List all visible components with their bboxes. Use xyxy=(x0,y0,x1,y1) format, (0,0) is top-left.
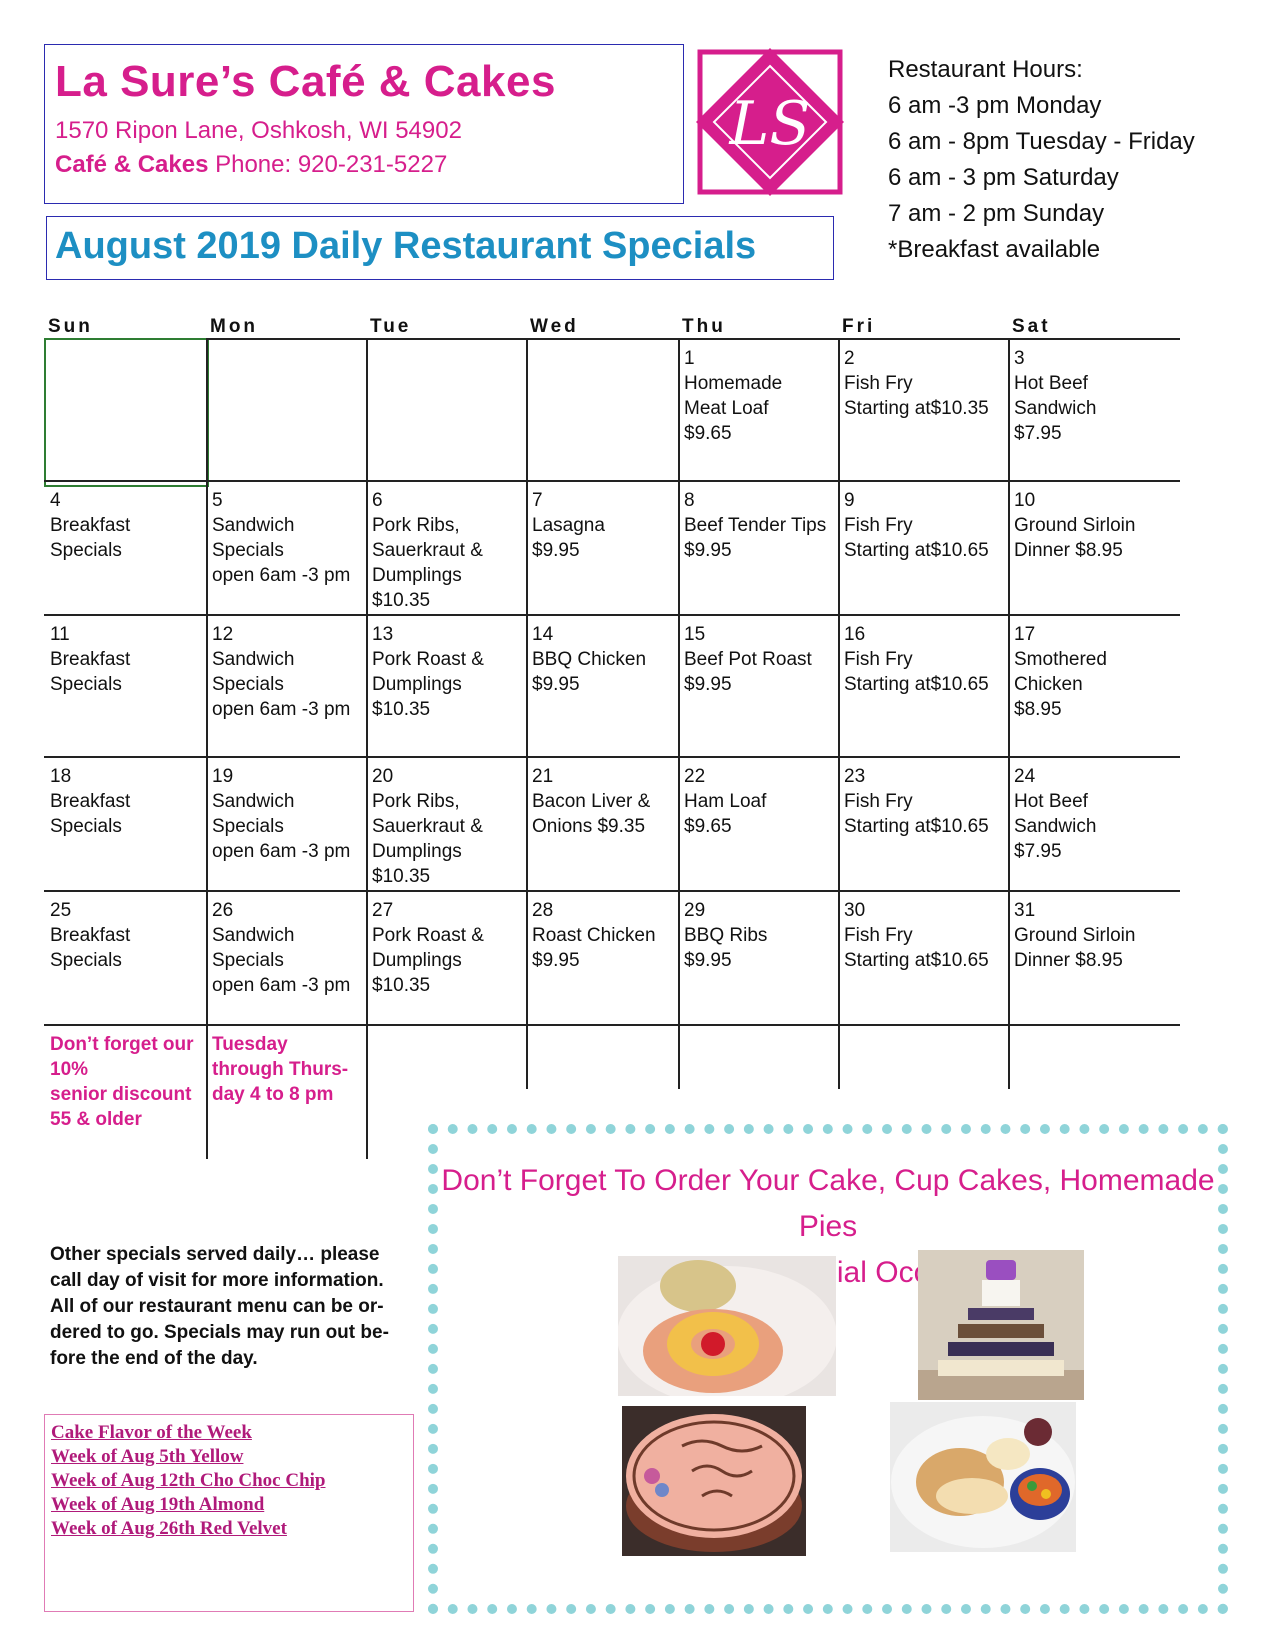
calendar-day-26 xyxy=(206,892,366,998)
special-text: Sandwich xyxy=(212,925,295,946)
cake-flavor-week[interactable]: Week of Aug 26th Red Velvet xyxy=(51,1518,287,1539)
note-line: fore the end of the day. xyxy=(50,1348,258,1369)
calendar-day-14 xyxy=(526,616,678,697)
special-text: Specials xyxy=(50,816,122,837)
special-text: open 6am -3 pm xyxy=(212,841,351,862)
day-number: 26 xyxy=(212,900,234,921)
day-of-week-tue: Tue xyxy=(370,316,412,337)
calendar-day-27 xyxy=(366,892,526,998)
day-number: 9 xyxy=(844,490,855,511)
day-number: 17 xyxy=(1014,624,1036,645)
special-text: open 6am -3 pm xyxy=(212,565,351,586)
day-number: 21 xyxy=(532,766,554,787)
note-line: day 4 to 8 pm xyxy=(212,1084,334,1105)
tuesday-note xyxy=(206,1026,366,1107)
note-line: call day of visit for more information. xyxy=(50,1270,384,1291)
day-of-week-wed: Wed xyxy=(530,316,579,337)
calendar-day-13 xyxy=(366,616,526,722)
day-number: 20 xyxy=(372,766,394,787)
special-text: Hot Beef xyxy=(1014,791,1088,812)
special-text: Dumplings xyxy=(372,674,462,695)
calendar-day-20 xyxy=(366,758,526,889)
cafe-logo xyxy=(692,44,848,200)
day-of-week-sun: Sun xyxy=(48,316,93,337)
special-text: Dumplings xyxy=(372,841,462,862)
day-number: 6 xyxy=(372,490,383,511)
decorated-cake-photo xyxy=(622,1406,806,1556)
note-line: senior discount xyxy=(50,1084,192,1105)
special-text: Breakfast xyxy=(50,649,131,670)
calendar-day-19 xyxy=(206,758,366,864)
special-text: Breakfast xyxy=(50,925,131,946)
special-text: Fish Fry xyxy=(844,791,913,812)
special-text: $7.95 xyxy=(1014,423,1062,444)
special-text: Specials xyxy=(212,816,284,837)
grid-line xyxy=(838,338,840,1089)
special-text: $9.95 xyxy=(684,950,732,971)
special-text: $9.95 xyxy=(532,950,580,971)
hours-line: 6 am -3 pm Monday xyxy=(888,92,1102,119)
cake-flavor-week[interactable]: Week of Aug 5th Yellow xyxy=(51,1446,244,1467)
special-text: $10.35 xyxy=(372,866,431,887)
calendar-day-23 xyxy=(838,758,1008,839)
hours-line: 6 am - 8pm Tuesday - Friday xyxy=(888,128,1195,155)
day-number: 31 xyxy=(1014,900,1036,921)
note-line: All of our restaurant menu can be or- xyxy=(50,1296,384,1317)
day-number: 7 xyxy=(532,490,543,511)
logo-initials: LS xyxy=(729,89,811,159)
other-specials-note xyxy=(50,1242,390,1372)
special-text: Breakfast xyxy=(50,791,131,812)
calendar-day-25 xyxy=(44,892,206,973)
special-text: Beef Pot Roast xyxy=(684,649,812,670)
calendar-day-7 xyxy=(526,482,678,563)
special-text: $9.65 xyxy=(684,423,732,444)
calendar-day-16 xyxy=(838,616,1008,697)
calendar-day-8 xyxy=(678,482,838,563)
calendar-day-12 xyxy=(206,616,366,722)
calendar-day-15 xyxy=(678,616,838,697)
special-text: open 6am -3 pm xyxy=(212,975,351,996)
special-text: Onions $9.35 xyxy=(532,816,646,837)
promo-line-1: Don’t Forget To Order Your Cake, Cup Cakes, Homemade Pies xyxy=(441,1164,1215,1243)
calendar-day-10 xyxy=(1008,482,1180,563)
calendar-day-30 xyxy=(838,892,1008,973)
day-of-week-thu: Thu xyxy=(682,316,726,337)
calendar-day-11 xyxy=(44,616,206,697)
grid-line xyxy=(678,338,680,1089)
note-line: Don’t forget our xyxy=(50,1034,194,1055)
special-text: Specials xyxy=(50,540,122,561)
hours-line: *Breakfast available xyxy=(888,236,1101,263)
note-line: dered to go. Specials may run out be- xyxy=(50,1322,389,1343)
note-line: 10% xyxy=(50,1059,89,1080)
phone-number: Phone: 920-231-5227 xyxy=(215,151,448,178)
special-text: Pork Ribs, xyxy=(372,791,460,812)
day-number: 29 xyxy=(684,900,706,921)
cake-flavor-box xyxy=(44,1414,414,1612)
calendar-day-31 xyxy=(1008,892,1180,973)
special-text: Starting at$10.65 xyxy=(844,816,989,837)
special-text: $10.35 xyxy=(372,590,431,611)
dinner-plate-photo xyxy=(890,1402,1076,1552)
calendar-day-28 xyxy=(526,892,678,973)
day-of-week-sat: Sat xyxy=(1012,316,1051,337)
special-text: Starting at$10.65 xyxy=(844,950,989,971)
special-text: $10.35 xyxy=(372,699,431,720)
dessert-photo xyxy=(618,1256,836,1396)
note-line: Other specials served daily… please xyxy=(50,1244,380,1265)
day-number: 3 xyxy=(1014,348,1025,369)
special-text: Roast Chicken xyxy=(532,925,656,946)
note-line: 55 & older xyxy=(50,1109,142,1130)
day-number: 8 xyxy=(684,490,695,511)
special-text: Beef Tender Tips xyxy=(684,515,827,536)
special-text: Dumplings xyxy=(372,950,462,971)
cake-flavor-week[interactable]: Week of Aug 12th Cho Choc Chip xyxy=(51,1470,326,1491)
special-text: Pork Ribs, xyxy=(372,515,460,536)
special-text: BBQ Ribs xyxy=(684,925,768,946)
special-text: Starting at$10.65 xyxy=(844,540,989,561)
special-text: $7.95 xyxy=(1014,841,1062,862)
special-text: Hot Beef xyxy=(1014,373,1088,394)
day-number: 1 xyxy=(684,348,695,369)
special-text: $8.95 xyxy=(1014,699,1062,720)
calendar-day-17 xyxy=(1008,616,1180,722)
day-number: 30 xyxy=(844,900,866,921)
special-text: Fish Fry xyxy=(844,925,913,946)
day-number: 4 xyxy=(50,490,61,511)
day-of-week-fri: Fri xyxy=(842,316,876,337)
special-text: Dinner $8.95 xyxy=(1014,950,1123,971)
day-number: 15 xyxy=(684,624,706,645)
special-text: Breakfast xyxy=(50,515,131,536)
day-number: 18 xyxy=(50,766,72,787)
special-text: $10.35 xyxy=(372,975,431,996)
special-text: Starting at$10.35 xyxy=(844,398,989,419)
day-number: 25 xyxy=(50,900,72,921)
senior-note xyxy=(44,1026,206,1132)
calendar-day-9 xyxy=(838,482,1008,563)
special-text: Sandwich xyxy=(1014,398,1097,419)
cupcake-tower-photo xyxy=(918,1250,1084,1400)
special-text: Pork Roast & xyxy=(372,649,484,670)
calendar-day-24 xyxy=(1008,758,1180,864)
special-text: Meat Loaf xyxy=(684,398,769,419)
cake-flavor-title[interactable]: Cake Flavor of the Week xyxy=(51,1422,252,1443)
cafe-address: 1570 Ripon Lane, Oshkosh, WI 54902 xyxy=(55,117,462,144)
calendar-day-18 xyxy=(44,758,206,839)
cake-flavor-week[interactable]: Week of Aug 19th Almond xyxy=(51,1494,265,1515)
special-text: Ground Sirloin xyxy=(1014,515,1136,536)
day-number: 5 xyxy=(212,490,223,511)
day-number: 19 xyxy=(212,766,234,787)
grid-line xyxy=(366,338,368,1159)
special-text: Sandwich xyxy=(1014,816,1097,837)
calendar-day-29 xyxy=(678,892,838,973)
special-text: Homemade xyxy=(684,373,783,394)
grid-line xyxy=(526,338,528,1089)
day-number: 23 xyxy=(844,766,866,787)
special-text: $9.95 xyxy=(684,540,732,561)
special-text: Fish Fry xyxy=(844,515,913,536)
calendar-day-5 xyxy=(206,482,366,588)
special-text: Chicken xyxy=(1014,674,1083,695)
special-text: Specials xyxy=(50,950,122,971)
special-text: $9.95 xyxy=(684,674,732,695)
special-text: Smothered xyxy=(1014,649,1107,670)
special-text: Starting at$10.65 xyxy=(844,674,989,695)
hours-line: 6 am - 3 pm Saturday xyxy=(888,164,1119,191)
title-box xyxy=(46,216,834,280)
calendar-day-1 xyxy=(678,340,838,446)
page-title: August 2019 Daily Restaurant Specials xyxy=(55,225,757,267)
day-number: 13 xyxy=(372,624,394,645)
special-text: Lasagna xyxy=(532,515,605,536)
day-number: 11 xyxy=(50,624,70,645)
calendar-day-21 xyxy=(526,758,678,839)
calendar-day-4 xyxy=(44,482,206,563)
special-text: Ground Sirloin xyxy=(1014,925,1136,946)
calendar-day-3 xyxy=(1008,340,1180,446)
day-number: 28 xyxy=(532,900,554,921)
day-number: 14 xyxy=(532,624,554,645)
day-of-week-mon: Mon xyxy=(210,316,259,337)
special-text: Dinner $8.95 xyxy=(1014,540,1123,561)
day-number: 10 xyxy=(1014,490,1036,511)
special-text: Ham Loaf xyxy=(684,791,767,812)
special-text: $9.65 xyxy=(684,816,732,837)
special-text: $9.95 xyxy=(532,674,580,695)
special-text: Fish Fry xyxy=(844,649,913,670)
special-text: Dumplings xyxy=(372,565,462,586)
special-text: Specials xyxy=(212,674,284,695)
special-text: Sandwich xyxy=(212,791,295,812)
header-box xyxy=(44,44,684,204)
special-text: Bacon Liver & xyxy=(532,791,651,812)
cafe-name: La Sure’s Café & Cakes xyxy=(55,57,556,106)
special-text: Sauerkraut & xyxy=(372,540,483,561)
calendar-day-6 xyxy=(366,482,526,613)
special-text: open 6am -3 pm xyxy=(212,699,351,720)
special-text: $9.95 xyxy=(532,540,580,561)
calendar-day-2 xyxy=(838,340,1008,421)
phone-label: Café & Cakes xyxy=(55,151,209,178)
special-text: Specials xyxy=(212,950,284,971)
special-text: Specials xyxy=(50,674,122,695)
day-number: 24 xyxy=(1014,766,1036,787)
special-text: Sauerkraut & xyxy=(372,816,483,837)
day-number: 12 xyxy=(212,624,234,645)
calendar-day-22 xyxy=(678,758,838,839)
special-text: Specials xyxy=(212,540,284,561)
empty-first-cell xyxy=(44,338,209,487)
note-line: through Thurs- xyxy=(212,1059,349,1080)
note-line: Tuesday xyxy=(212,1034,288,1055)
special-text: Fish Fry xyxy=(844,373,913,394)
hours-line: 7 am - 2 pm Sunday xyxy=(888,200,1105,227)
special-text: Sandwich xyxy=(212,649,295,670)
special-text: Pork Roast & xyxy=(372,925,484,946)
day-number: 27 xyxy=(372,900,394,921)
day-number: 2 xyxy=(844,348,855,369)
cake-promo-box xyxy=(428,1124,1228,1614)
day-number: 16 xyxy=(844,624,866,645)
special-text: Sandwich xyxy=(212,515,295,536)
day-number: 22 xyxy=(684,766,706,787)
cafe-phone xyxy=(55,151,447,179)
special-text: BBQ Chicken xyxy=(532,649,647,670)
restaurant-hours xyxy=(888,52,1195,268)
hours-title: Restaurant Hours: xyxy=(888,56,1083,83)
